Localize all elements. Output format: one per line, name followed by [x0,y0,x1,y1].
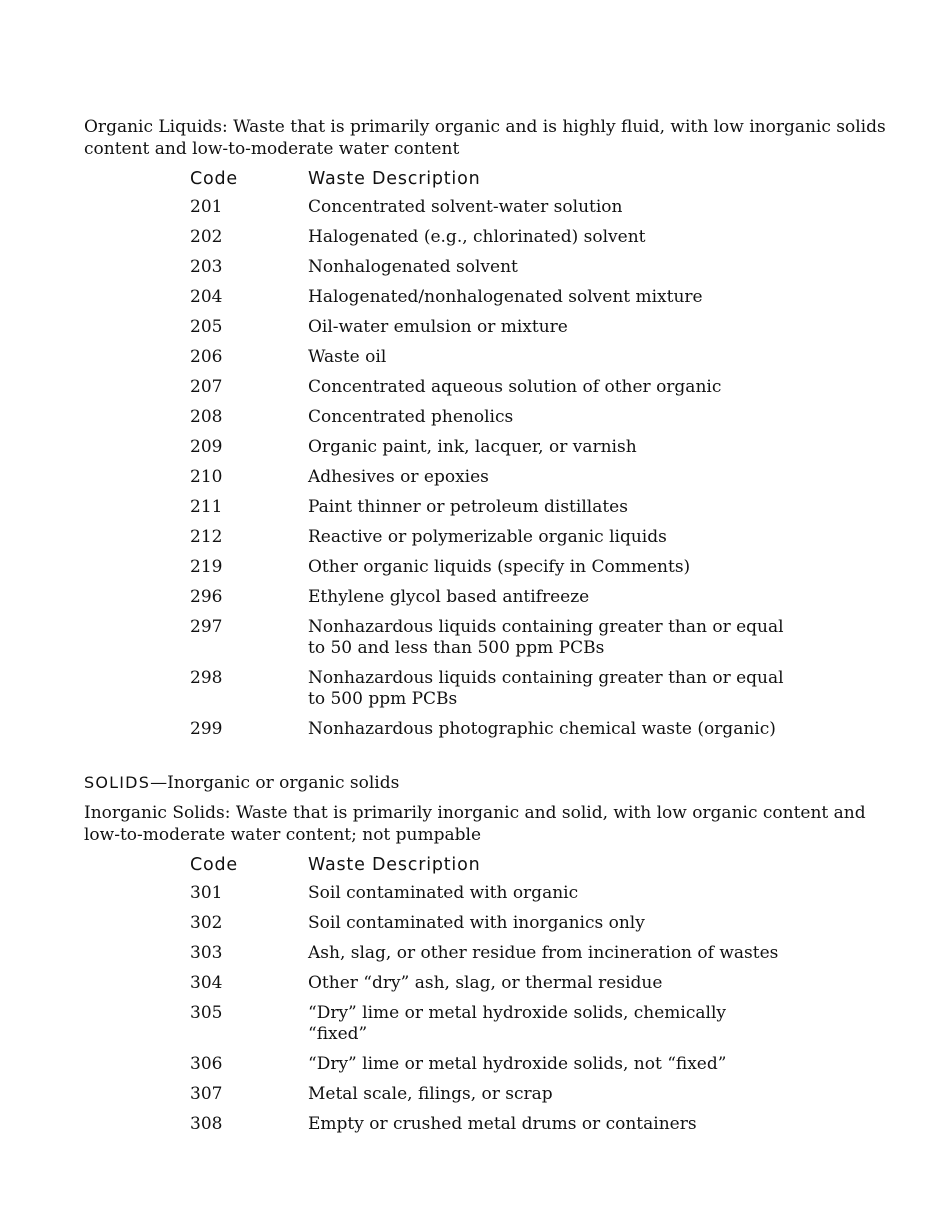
waste-description: Ethylene glycol based antifreeze [308,587,590,607]
waste-description: Other organic liquids (specify in Comments) [308,557,691,577]
waste-description: Organic paint, ink, lacquer, or varnish [308,437,637,457]
waste-code: 219 [190,557,223,577]
table-row [190,492,790,522]
table-header [190,160,790,192]
waste-description: Soil contaminated with organic [308,883,579,903]
waste-code: 206 [190,347,223,367]
waste-description: Waste oil [308,347,387,367]
waste-code: 202 [190,227,223,247]
waste-description: Nonhazardous photographic chemical waste (organic) [308,719,776,739]
table-row [190,282,790,312]
table-row [190,342,790,372]
table-row [190,938,790,968]
organic-liquids-intro: Organic Liquids: Waste that is primarily organic and is highly fluid, with low inorganic solids content and low-to-moderate water content [84,117,886,159]
table-row [190,998,790,1049]
table-row [190,1079,790,1109]
waste-description: Nonhazardous liquids containing greater than or equal to 50 and less than 500 ppm PCBs [308,617,784,658]
table-row [190,552,790,582]
solids-heading-label: SOLIDS [84,773,151,792]
waste-description: Oil-water emulsion or mixture [308,317,568,337]
waste-description: “Dry” lime or metal hydroxide solids, not “fixed” [308,1054,727,1074]
table-row [190,192,790,222]
waste-description: Paint thinner or petroleum distillates [308,497,628,517]
waste-description: Other “dry” ash, slag, or thermal residue [308,973,663,993]
table-row [190,663,790,714]
waste-description: Nonhalogenated solvent [308,257,518,277]
waste-code: 210 [190,467,223,487]
organic-liquids-table [190,160,790,744]
waste-code: 209 [190,437,223,457]
solids-section-heading [84,772,904,794]
waste-code: 304 [190,973,223,993]
table-row [190,1109,790,1139]
code-column-header: Code [190,169,239,189]
waste-code: 208 [190,407,223,427]
waste-description: Concentrated aqueous solution of other organic [308,377,722,397]
waste-description: Adhesives or epoxies [308,467,489,487]
waste-description: Metal scale, filings, or scrap [308,1084,553,1104]
description-column-header: Waste Description [308,169,481,189]
waste-description: Concentrated phenolics [308,407,514,427]
waste-code: 302 [190,913,223,933]
waste-description: Soil contaminated with inorganics only [308,913,645,933]
description-column-header: Waste Description [308,855,481,875]
table-row [190,582,790,612]
table-row [190,612,790,663]
waste-description: Ash, slag, or other residue from incineration of wastes [308,943,779,963]
waste-code: 203 [190,257,223,277]
inorganic-solids-intro: Inorganic Solids: Waste that is primarily inorganic and solid, with low organic content and low-to-moderate water content; not pumpable [84,803,866,845]
waste-code: 297 [190,617,223,637]
section-spacer [84,744,904,772]
table-row [190,222,790,252]
table-row [190,878,790,908]
waste-code: 296 [190,587,223,607]
waste-description: Halogenated/nonhalogenated solvent mixture [308,287,703,307]
waste-code: 301 [190,883,223,903]
waste-code: 303 [190,943,223,963]
waste-description: Reactive or polymerizable organic liquids [308,527,667,547]
inorganic-solids-table [190,846,790,1139]
table-row [190,968,790,998]
waste-code: 299 [190,719,223,739]
waste-code: 205 [190,317,223,337]
waste-code: 212 [190,527,223,547]
waste-description: Empty or crushed metal drums or containers [308,1114,697,1134]
waste-description: Halogenated (e.g., chlorinated) solvent [308,227,646,247]
waste-code: 307 [190,1084,223,1104]
waste-code: 207 [190,377,223,397]
waste-code: 298 [190,668,223,688]
table-header [190,846,790,878]
waste-description: “Dry” lime or metal hydroxide solids, chemically “fixed” [308,1003,726,1044]
table-row [190,908,790,938]
waste-description: Concentrated solvent-water solution [308,197,623,217]
table-row [190,432,790,462]
code-column-header: Code [190,855,239,875]
solids-heading-text: —Inorganic or organic solids [150,773,400,793]
waste-description: Nonhazardous liquids containing greater than or equal to 500 ppm PCBs [308,668,784,709]
table-row [190,1049,790,1079]
table-row [190,462,790,492]
table-row [190,402,790,432]
document-page [84,116,904,1139]
waste-code: 308 [190,1114,223,1134]
table-row [190,714,790,744]
waste-code: 305 [190,1003,223,1023]
table-row [190,312,790,342]
table-row [190,372,790,402]
table-row [190,252,790,282]
waste-code: 204 [190,287,223,307]
table-row [190,522,790,552]
waste-code: 306 [190,1054,223,1074]
waste-code: 201 [190,197,223,217]
waste-code: 211 [190,497,223,517]
